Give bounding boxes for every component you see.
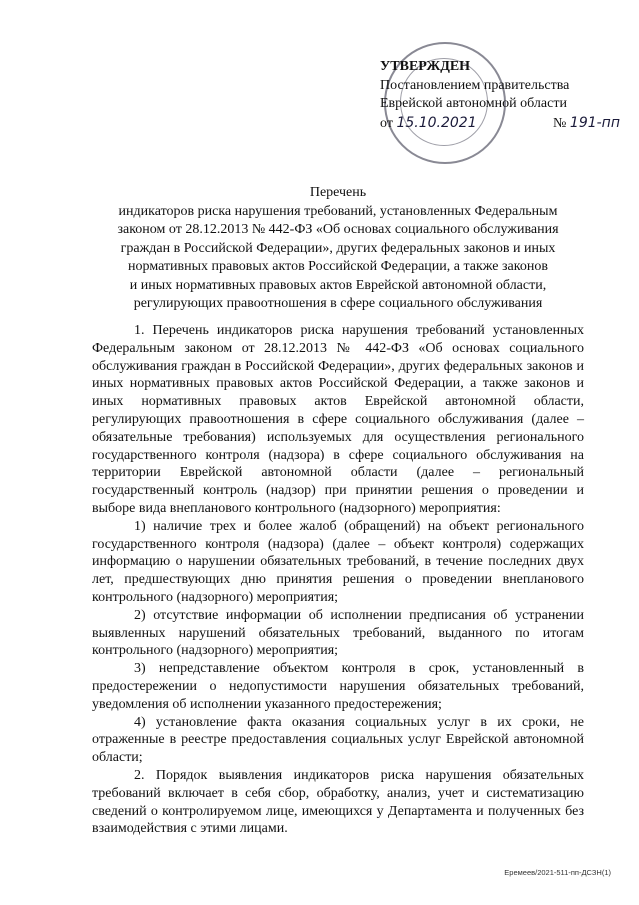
approval-line-1: Постановлением правительства bbox=[380, 77, 570, 93]
document-footer: Еремеев/2021-511-пп-ДСЗН(1) bbox=[504, 868, 611, 877]
approval-heading: УТВЕРЖДЕН bbox=[380, 59, 471, 74]
paragraph: 4) установление факта оказания социальных услуг в их сроки, не отраженные в реестре предоставления социальных услуг Еврейской автономной области; bbox=[92, 714, 584, 766]
document-title bbox=[92, 184, 584, 314]
paragraph: 1) наличие трех и более жалоб (обращений) на объект регионального государственного контроля (надзора) (далее – объект контроля) содержащих информацию о нарушении обязательных требований, в течение последних двух лет, предшествующих дню принятия решения о проведении внепланового контрольного (надзорного) мероприятия; bbox=[92, 518, 584, 605]
paragraph: 1. Перечень индикаторов риска нарушения требований установленных Федеральным законом от 28.12.2013 № 442-ФЗ «Об основах социального обслуживания граждан в Российской Федерации», других федеральных законов и иных нормативных правовых актов Российской Федерации, а также законов и иных нормативных правовых актов Еврейской автономной области, регулирующих правоотношения в сфере социального обслуживания (далее – обязательные требования) используемых для осуществления регионального государственного контроля (надзора) в сфере социального обслуживания на территории Еврейской автономной области (далее – региональный государственный контроль (надзор) при принятии решения о проведении и выборе вида внепланового контрольного (надзорного) мероприятия: bbox=[92, 323, 584, 516]
title-line: граждан в Российской Федерации», других федеральных законов и иных bbox=[120, 240, 556, 256]
date-value: 15.10.2021 bbox=[396, 114, 477, 131]
title-line: законом от 28.12.2013 № 442-ФЗ «Об основах социального обслуживания bbox=[117, 222, 559, 237]
paragraph: 2. Порядок выявления индикаторов риска нарушения обязательных требований включает в себя сбор, обработку, анализ, учет и систематизацию сведений о контролируемом лице, имеющихся у Департамента и полученных без взаимодействия с этими лицами. bbox=[92, 767, 584, 837]
approval-block bbox=[380, 58, 620, 133]
title-line: и иных нормативных правовых актов Еврейской автономной области, bbox=[129, 277, 547, 293]
document-body bbox=[92, 322, 584, 838]
approval-date-line bbox=[380, 114, 620, 134]
date-prefix: от bbox=[380, 115, 393, 131]
title-line: индикаторов риска нарушения требований, установленных Федеральным bbox=[118, 203, 558, 219]
paragraph: 2) отсутствие информации об исполнении предписания об устранении выявленных нарушений обязательных требований, выданного по итогам контрольного (надзорного) мероприятия; bbox=[92, 607, 584, 659]
number-field bbox=[553, 114, 620, 134]
paragraph: 3) непредставление объектом контроля в срок, установленный в предостережении о недопустимости нарушения обязательных требований, уведомления об исполнении указанного предостережения; bbox=[92, 661, 584, 712]
title-line: регулирующих правоотношения в сфере социального обслуживания bbox=[133, 296, 543, 311]
number-prefix: № bbox=[553, 115, 567, 131]
approval-line-2: Еврейской автономной области bbox=[380, 96, 567, 111]
number-value: 191-пп bbox=[569, 114, 620, 131]
title-line: нормативных правовых актов Российской Федерации, а также законов bbox=[128, 259, 548, 274]
title-heading: Перечень bbox=[309, 185, 367, 200]
